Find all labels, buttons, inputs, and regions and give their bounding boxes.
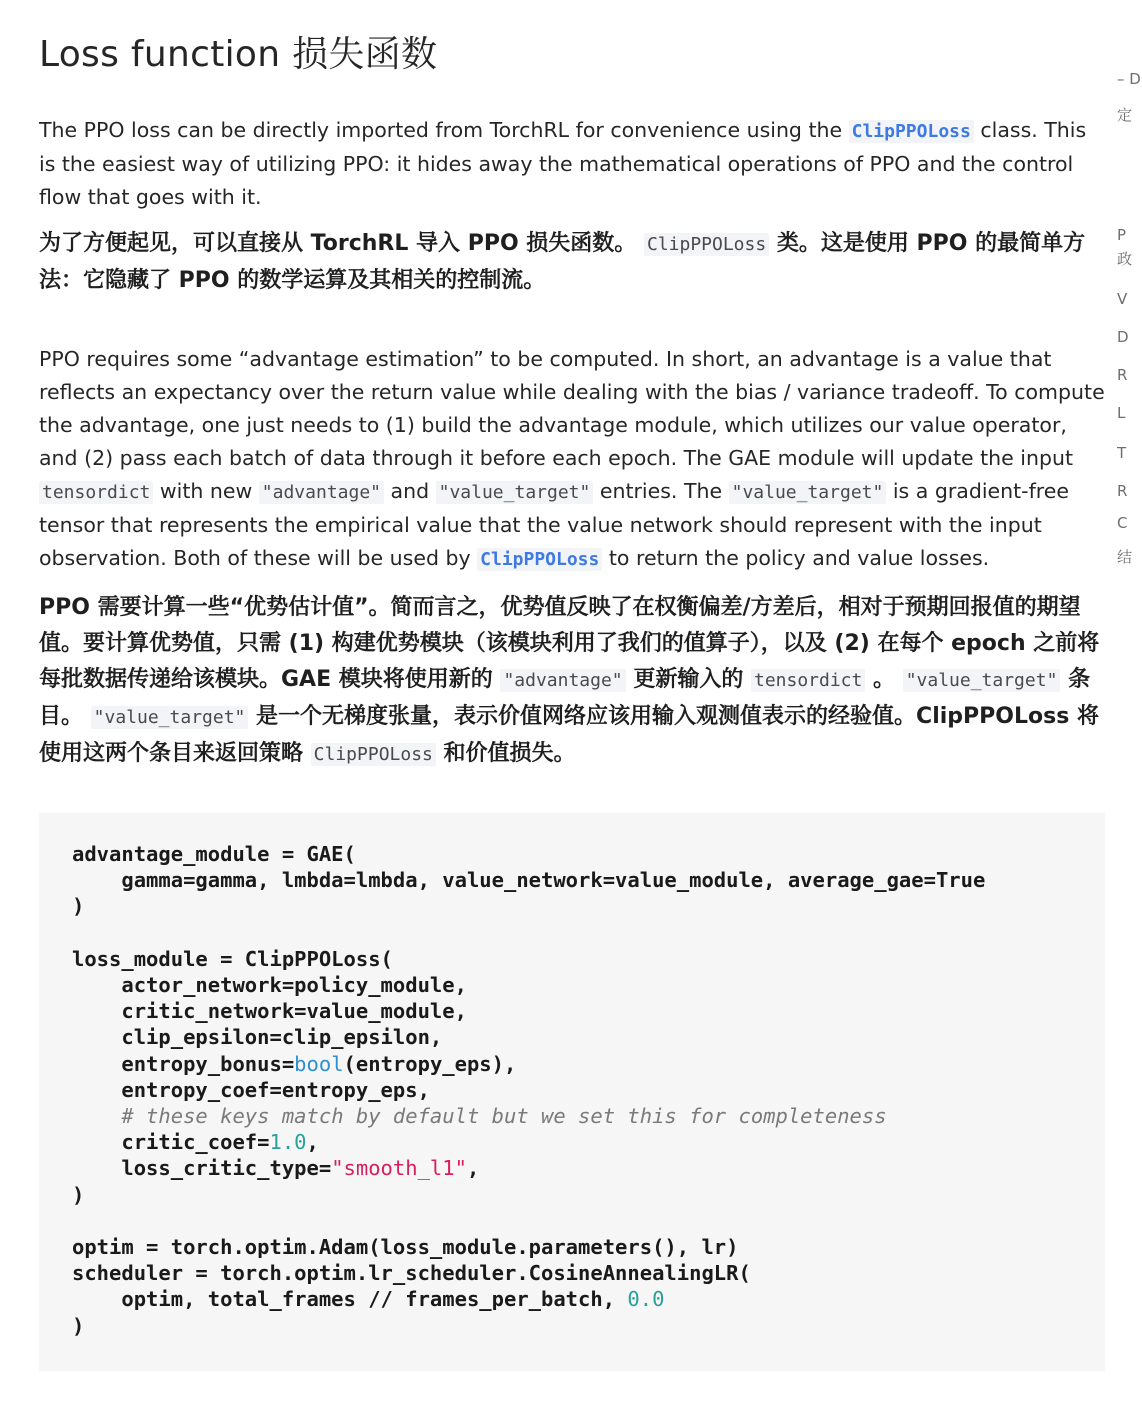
clipppoloss-link[interactable]: ClipPPOLoss <box>477 548 602 571</box>
code-line: , <box>306 1130 319 1155</box>
toc-item[interactable]: 结 <box>1117 548 1133 566</box>
paragraph-en-advantage <box>39 343 1105 576</box>
code-line: entropy_coef=entropy_eps, <box>72 1077 430 1102</box>
inline-code: "value_target" <box>729 481 887 504</box>
code-line: critic_coef= <box>72 1130 270 1155</box>
toc-item[interactable]: R <box>1117 482 1128 500</box>
text-span: 。 <box>865 667 903 692</box>
code-string: "smooth_l1" <box>331 1156 467 1181</box>
code-number: 1.0 <box>269 1130 307 1155</box>
code-indent <box>72 1104 121 1128</box>
inline-code: "advantage" <box>259 481 384 504</box>
code-line: optim = torch.optim.Adam(loss_module.parameters(), lr) <box>72 1235 739 1260</box>
paragraph-en-loss-intro <box>39 114 1105 214</box>
paragraph-zh-loss-intro <box>39 226 1105 299</box>
code-builtin: bool <box>294 1051 344 1076</box>
code-line: optim, total_frames // frames_per_batch, <box>72 1287 628 1312</box>
paragraph-zh-advantage <box>39 590 1105 773</box>
text-span: 和价值损失。 <box>435 741 576 766</box>
inline-code: "value_target" <box>903 669 1061 692</box>
inline-code: tensordict <box>39 481 153 504</box>
text-span: and <box>384 479 436 503</box>
code-number: 0.0 <box>627 1287 665 1312</box>
code-line: , <box>466 1156 480 1181</box>
toc-item[interactable]: – D <box>1117 70 1141 88</box>
inline-code: ClipPPOLoss <box>644 233 769 256</box>
toc-item[interactable]: R <box>1117 366 1128 384</box>
code-line: entropy_bonus= <box>72 1051 295 1076</box>
code-line: clip_epsilon=clip_epsilon, <box>72 1025 443 1050</box>
toc-item[interactable]: V <box>1117 290 1128 308</box>
code-comment: # these keys match by default but we set this for completeness <box>121 1104 887 1129</box>
code-line: ) <box>72 1182 85 1207</box>
clipppoloss-link[interactable]: ClipPPOLoss <box>849 120 974 143</box>
toc-item[interactable]: 定 <box>1117 106 1133 124</box>
text-span: The PPO loss can be directly imported from TorchRL for convenience using the <box>39 118 849 142</box>
text-span: PPO 需要计算一些“优势估计值”。简而言之，优势值反映了在权衡偏差/方差后，相对于预期回报值的期望值。要计算优势值，只需 (1) 构建优势模块（该模块利用了我们的值算子），以及 (2) 在每个 epoch 之前将每批数据传递给该模块。GAE 模块将使用新的 <box>39 595 1100 692</box>
main-content <box>39 0 1105 1371</box>
code-line: loss_module = ClipPPOLoss( <box>72 946 393 971</box>
text-span: 更新输入的 <box>625 667 751 692</box>
toc-item[interactable]: P <box>1117 226 1127 244</box>
text-span: to return the policy and value losses. <box>602 546 990 570</box>
text-span: class. This is the easiest way of utilizing PPO: it hides away the mathematical operations of PPO and the control flow that goes with it. <box>39 118 1087 209</box>
inline-code: "advantage" <box>500 669 625 692</box>
text-span: PPO requires some “advantage estimation” to be computed. In short, an advantage is a value that reflects an expectancy over the return value while dealing with the bias / variance tradeoff. To compute the advantage, one just needs to (1) build the advantage module, which utilizes our value operator, and (2) pass each batch of data through it before each epoch. The GAE module will update the input <box>39 347 1105 470</box>
code-line: gamma=gamma, lmbda=lmbda, value_network=value_module, average_gae=True <box>72 868 986 893</box>
page-title: Loss function 损失函数 <box>39 34 438 75</box>
code-text <box>72 841 1072 1339</box>
text-span: 是一个无梯度张量，表示价值网络应该用输入观测值表示的经验值。ClipPPOLoss 将使用这两个条目来返回策略 <box>39 704 1099 766</box>
text-span: is a gradient-free tensor that represents the empirical value that the value network should represent with the input observation. Both of these will be used by <box>39 479 1069 570</box>
toc-item[interactable]: T <box>1117 444 1127 462</box>
text-span: entries. The <box>593 479 729 503</box>
toc-item[interactable]: L <box>1117 404 1126 422</box>
code-line: advantage_module = GAE( <box>72 842 356 866</box>
code-line: critic_network=value_module, <box>72 999 467 1024</box>
code-line: loss_critic_type= <box>72 1156 332 1181</box>
inline-code: "value_target" <box>436 481 594 504</box>
inline-code: "value_target" <box>91 706 249 729</box>
code-line: ) <box>72 1313 85 1338</box>
code-line: actor_network=policy_module, <box>72 973 467 998</box>
text-span: 类。这是使用 PPO 的最简单方法：它隐藏了 PPO 的数学运算及其相关的控制流。 <box>39 231 1086 293</box>
toc-item[interactable]: D <box>1117 328 1129 346</box>
text-span: 条目。 <box>39 667 1091 729</box>
code-block <box>39 813 1105 1371</box>
inline-code: ClipPPOLoss <box>311 743 436 766</box>
text-span: 为了方便起见，可以直接从 TorchRL 导入 PPO 损失函数。 <box>39 231 644 256</box>
code-line: ) <box>72 894 85 919</box>
text-span: with new <box>153 479 259 503</box>
toc-item[interactable]: C <box>1117 514 1128 532</box>
inline-code: tensordict <box>751 669 865 692</box>
code-line: scheduler = torch.optim.lr_scheduler.CosineAnnealingLR( <box>72 1261 751 1286</box>
code-line: (entropy_eps), <box>343 1051 517 1076</box>
toc-item[interactable]: 政 <box>1117 250 1133 268</box>
